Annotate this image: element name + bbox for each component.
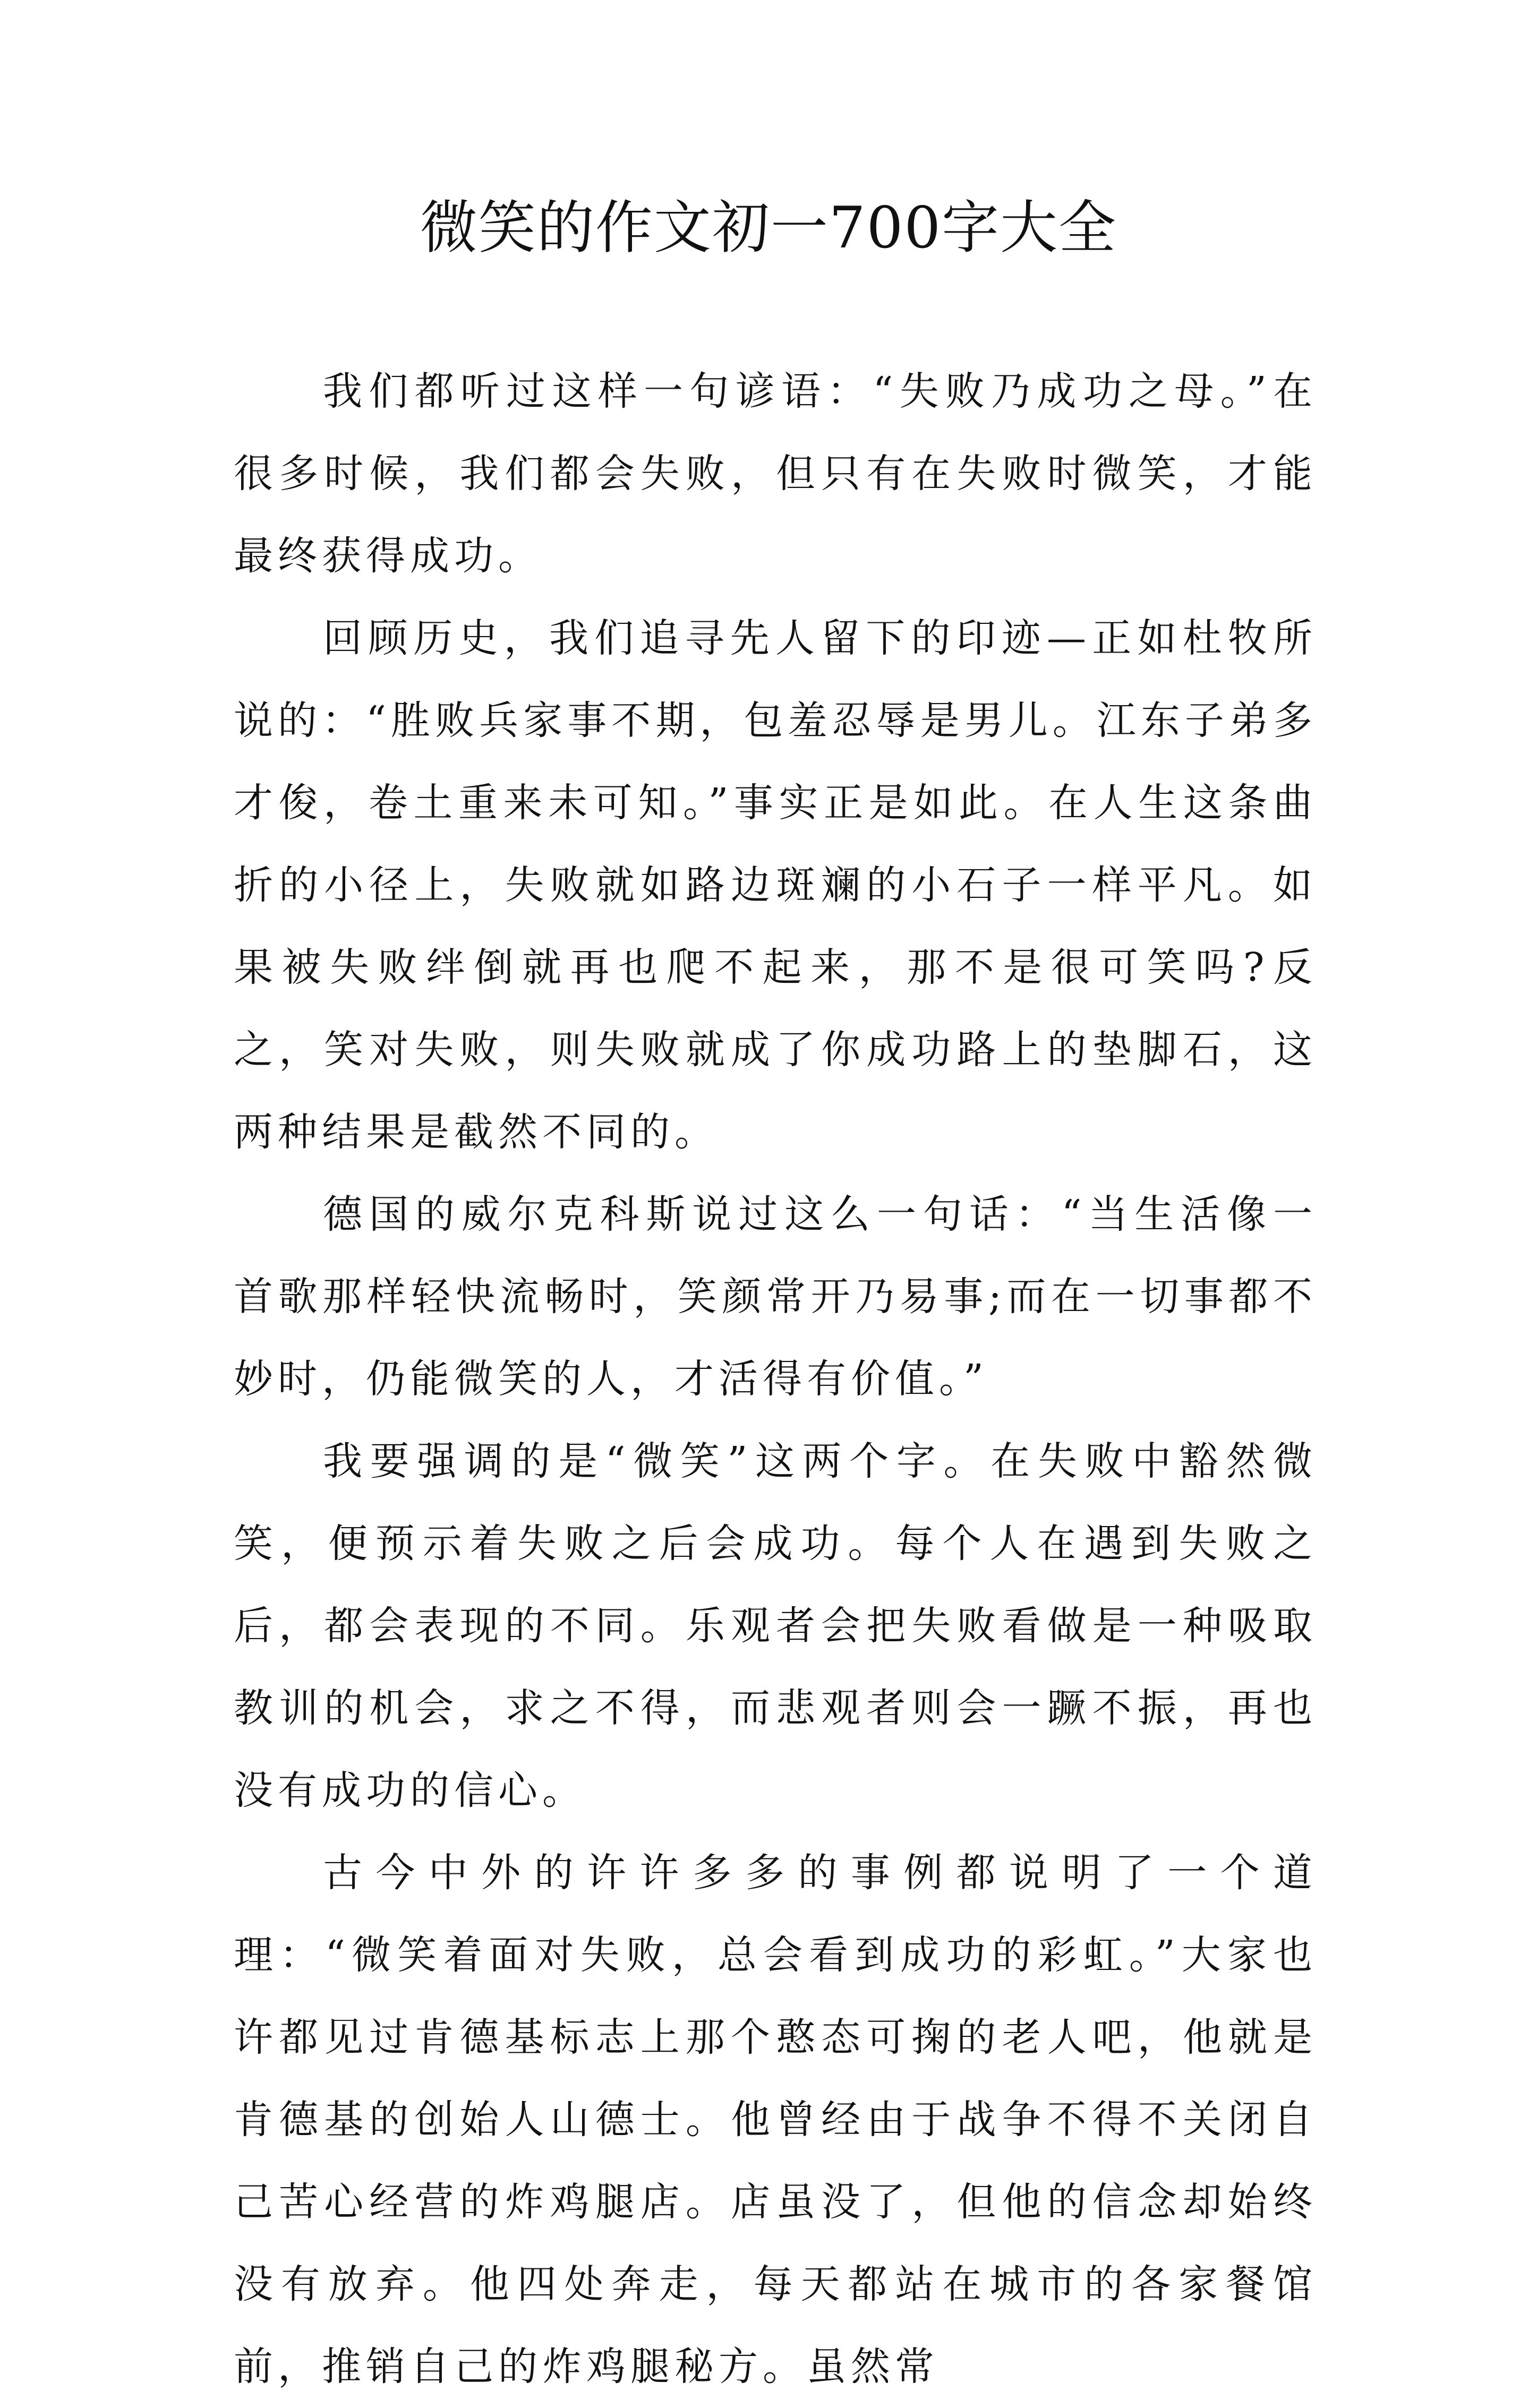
paragraph-2: 回顾历史，我们追寻先人留下的印迹—正如杜牧所说的：“胜败兵家事不期，包羞忍辱是男儿。江东子弟多才俊，卷土重来未可知。”事实正是如此。在人生这条曲折的小径上，失败就如路边斑斓的小石子一样平凡。如果被失败绊倒就再也爬不起来，那不是很可笑吗?反之，笑对失败，则失败就成了你成功路上的垫脚石，这两种结果是截然不同的。 xyxy=(234,615,1317,1155)
paragraph-5: 古今中外的许许多多的事例都说明了一个道理：“微笑着面对失败，总会看到成功的彩虹。”大家也许都见过肯德基标志上那个憨态可掬的老人吧，他就是肯德基的创始人山德士。他曾经由于战争不得不关闭自己苦心经营的炸鸡腿店。店虽没了，但他的信念却始终没有放弃。他四处奔走，每天都站在城市的各家餐馆前，推销自己的炸鸡腿秘方。虽然常 xyxy=(234,1850,1317,2389)
paragraph-1: 我们都听过这样一句谚语：“失败乃成功之母。”在很多时候，我们都会失败，但只有在失败时微笑，才能最终获得成功。 xyxy=(234,369,1317,579)
paragraph-3: 德国的威尔克科斯说过这么一句话：“当生活像一首歌那样轻快流畅时，笑颜常开乃易事;而在一切事都不妙时，仍能微笑的人，才活得有价值。” xyxy=(234,1192,1317,1402)
document-body xyxy=(234,350,1317,2408)
paragraph-4: 我要强调的是“微笑”这两个字。在失败中豁然微笑，便预示着失败之后会成功。每个人在遇到失败之后，都会表现的不同。乐观者会把失败看做是一种吸取教训的机会，求之不得，而悲观者则会一蹶不振，再也没有成功的信心。 xyxy=(234,1438,1317,1813)
document-title: 微笑的作文初一700字大全 xyxy=(420,195,1117,261)
